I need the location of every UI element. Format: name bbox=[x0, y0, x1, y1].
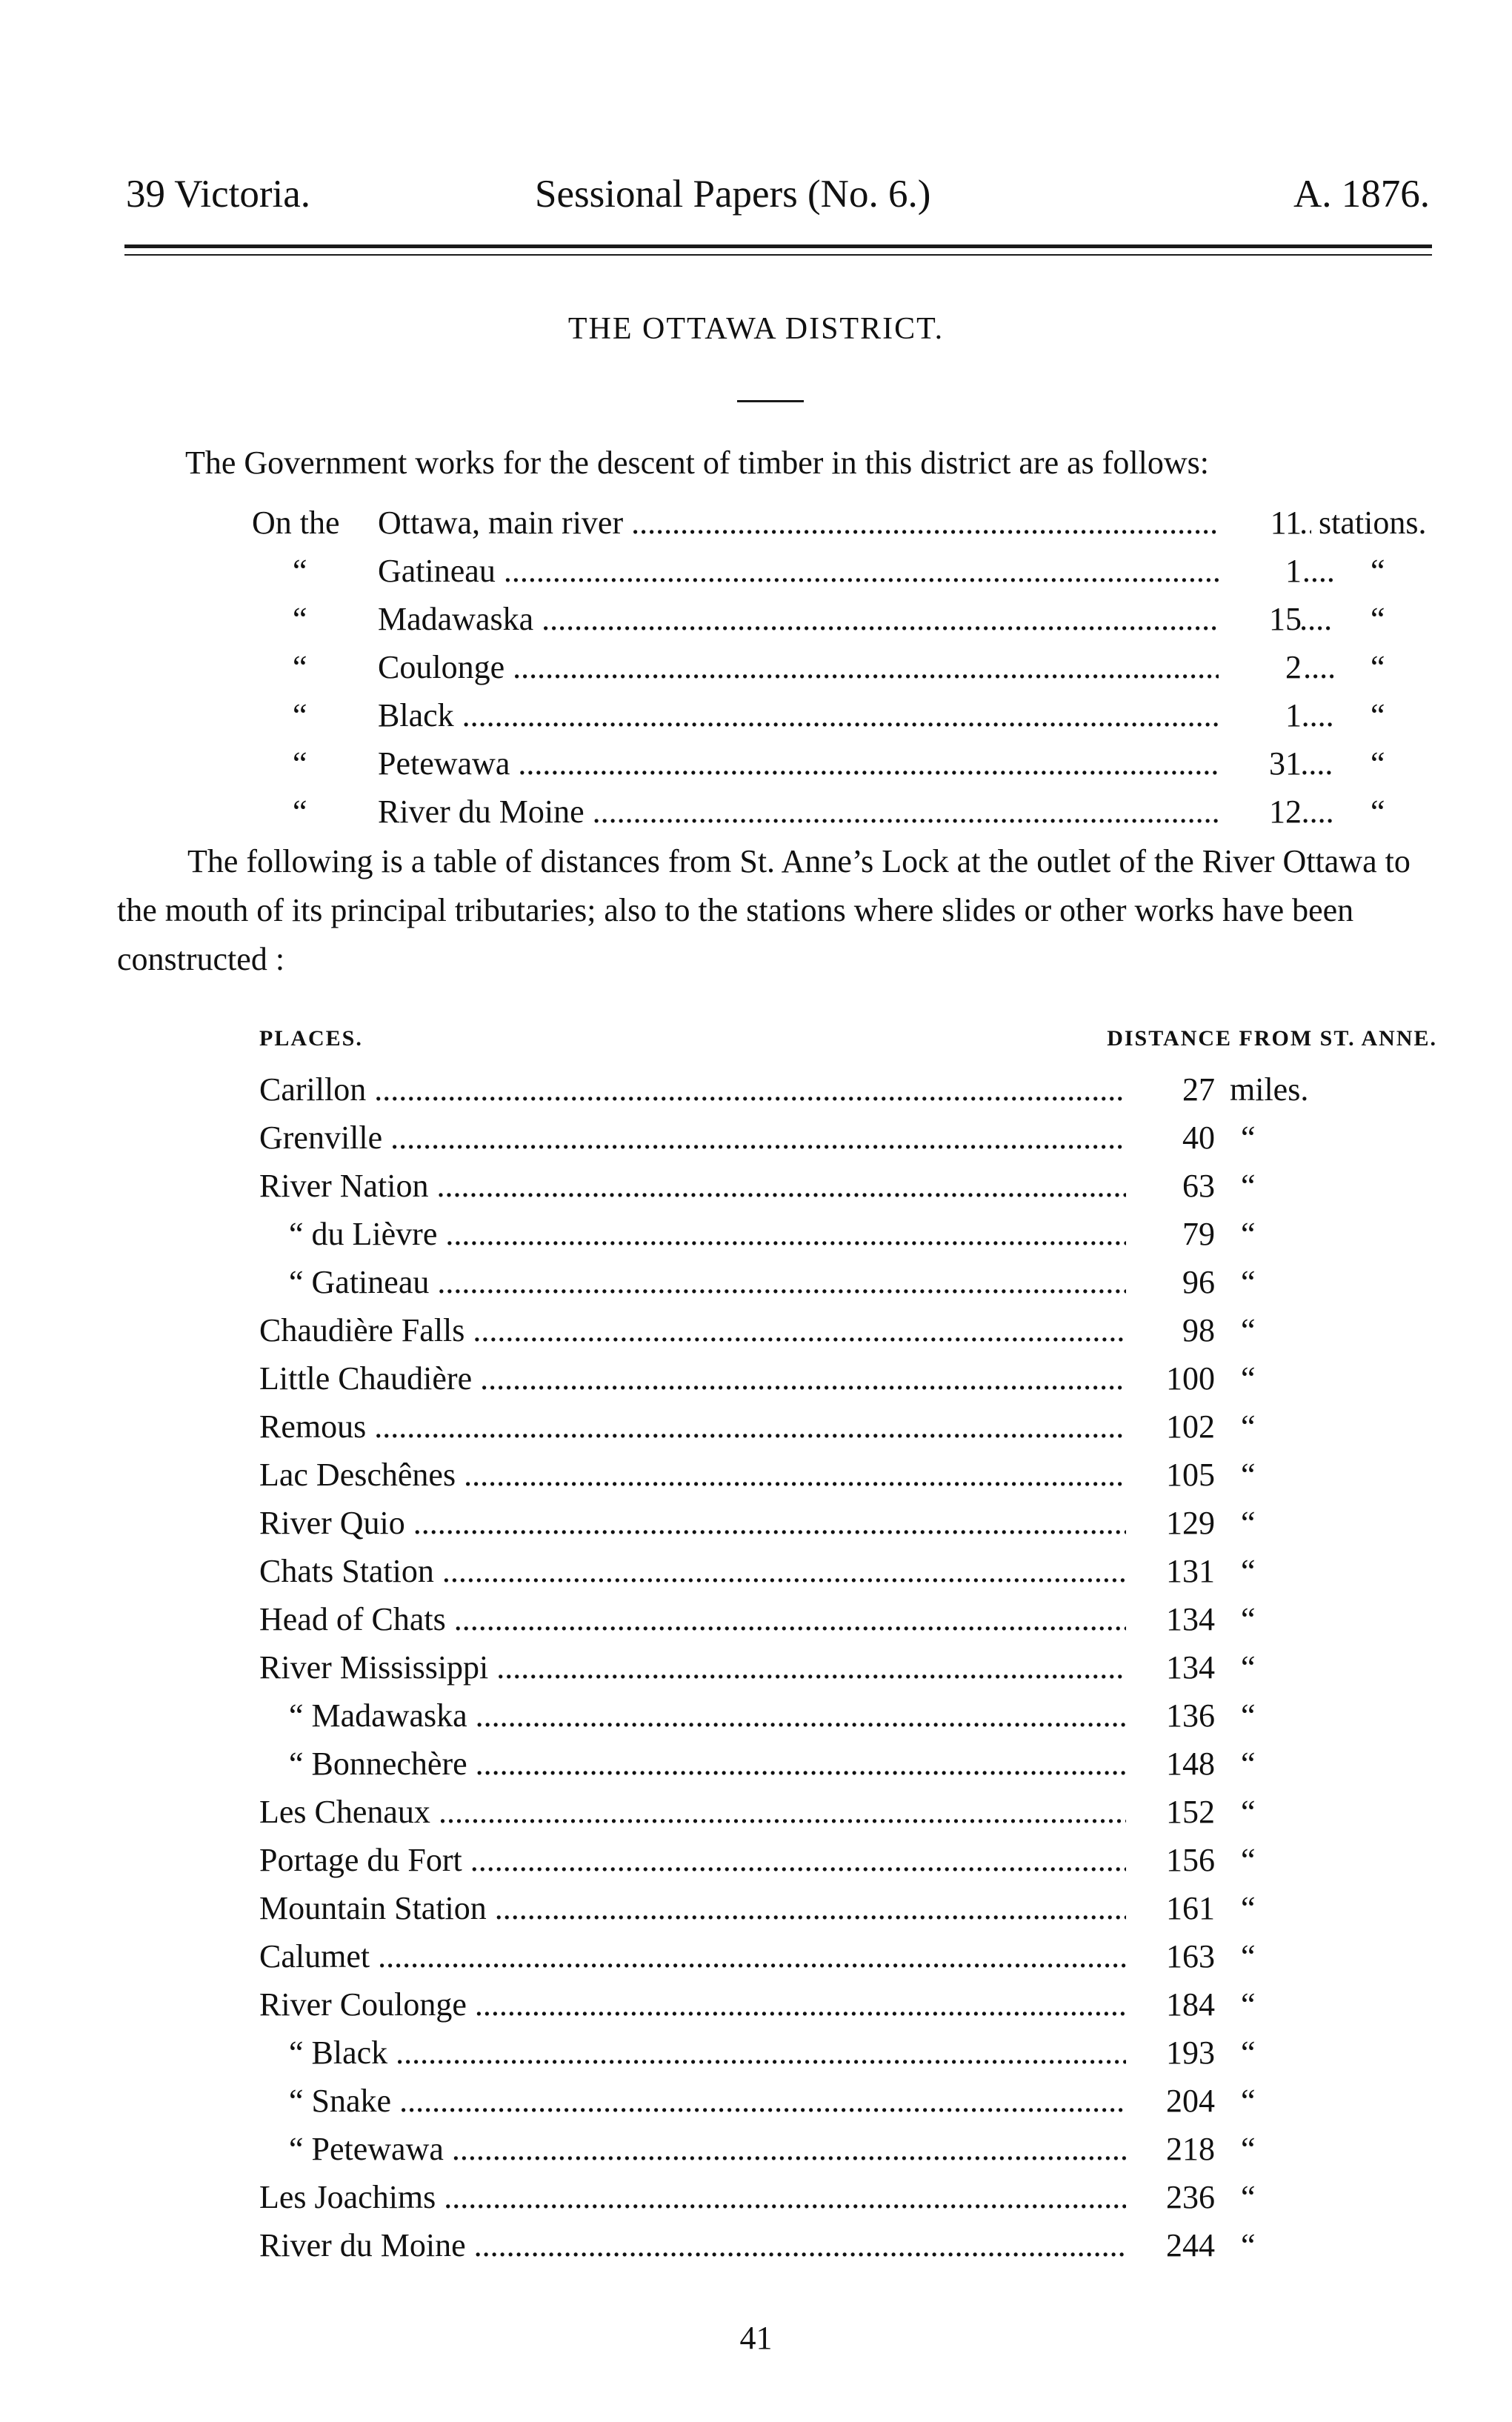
place-name: “ Madawaska ..... bbox=[289, 1697, 1126, 1734]
place-name: Chats Station ..... bbox=[259, 1552, 1126, 1590]
intro-paragraph: The Government works for the descent of timber in this district are as follows: bbox=[185, 445, 1209, 481]
table-row bbox=[259, 2226, 1311, 2275]
work-count: 15 bbox=[1219, 600, 1302, 638]
place-distance: 204 bbox=[1166, 2083, 1215, 2119]
work-count: 2 bbox=[1219, 648, 1302, 686]
place-distance: 96 bbox=[1182, 1264, 1215, 1300]
header-rule-thin bbox=[124, 254, 1432, 256]
table-row bbox=[259, 1456, 1311, 1504]
place-distance: 40 bbox=[1182, 1119, 1215, 1156]
work-river: Coulonge ..... bbox=[378, 648, 1333, 686]
title-rule bbox=[737, 400, 804, 402]
place-distance: 100 bbox=[1166, 1360, 1215, 1397]
work-unit: “ bbox=[1363, 793, 1385, 831]
table-row bbox=[259, 1600, 1311, 1649]
place-distance: 102 bbox=[1166, 1408, 1215, 1445]
place-name: River Quio ..... bbox=[259, 1504, 1126, 1542]
place-name: “ Bonnechère ..... bbox=[289, 1745, 1126, 1783]
place-distance: 236 bbox=[1166, 2179, 1215, 2215]
work-row bbox=[252, 696, 1385, 745]
place-name: Calumet ..... bbox=[259, 1937, 1126, 1975]
distance-unit: “ bbox=[1241, 1553, 1256, 1589]
place-distance: 79 bbox=[1182, 1216, 1215, 1252]
work-row bbox=[252, 552, 1385, 600]
distance-unit: “ bbox=[1241, 1457, 1256, 1493]
place-distance: 218 bbox=[1166, 2131, 1215, 2167]
place-name: Head of Chats ..... bbox=[259, 1600, 1126, 1638]
header-rule-thick bbox=[124, 244, 1432, 248]
place-distance: 184 bbox=[1166, 1986, 1215, 2023]
table-row bbox=[259, 1071, 1311, 1119]
place-distance: 163 bbox=[1166, 1938, 1215, 1974]
distance-unit: “ bbox=[1241, 1408, 1256, 1445]
place-name: Grenville ..... bbox=[259, 1119, 1126, 1157]
distance-unit: “ bbox=[1241, 1794, 1256, 1830]
place-name: River Coulonge ..... bbox=[259, 1986, 1126, 2023]
place-name: River du Moine ..... bbox=[259, 2226, 1126, 2264]
work-river: Black ..... bbox=[378, 696, 1333, 734]
work-river: Madawaska ..... bbox=[378, 600, 1333, 638]
work-prefix: “ bbox=[293, 745, 307, 782]
place-name: Lac Deschênes ..... bbox=[259, 1456, 1126, 1494]
work-count: 1 bbox=[1219, 552, 1302, 590]
work-river: Petewawa ..... bbox=[378, 745, 1333, 782]
distance-unit: “ bbox=[1241, 2083, 1256, 2119]
distance-unit: “ bbox=[1241, 1746, 1256, 1782]
table-row bbox=[259, 1889, 1311, 1937]
header-year: A. 1876. bbox=[1293, 173, 1430, 216]
work-prefix: “ bbox=[293, 794, 307, 830]
place-distance: 134 bbox=[1166, 1601, 1215, 1637]
distance-table bbox=[259, 1071, 1311, 2275]
distance-unit: “ bbox=[1241, 1890, 1256, 1926]
table-row bbox=[259, 2178, 1311, 2226]
work-row bbox=[252, 600, 1385, 648]
work-unit: “ bbox=[1363, 696, 1385, 734]
place-name: Little Chaudière ..... bbox=[259, 1360, 1126, 1397]
distance-unit: “ bbox=[1241, 2035, 1256, 2071]
place-distance: 105 bbox=[1166, 1457, 1215, 1493]
table-row bbox=[259, 1552, 1311, 1600]
work-count: 12 bbox=[1219, 793, 1302, 831]
work-count: 31 bbox=[1219, 745, 1302, 782]
place-name: “ du Lièvre ..... bbox=[289, 1215, 1126, 1253]
work-count: 11 bbox=[1219, 504, 1302, 542]
page-number: 41 bbox=[739, 2320, 773, 2356]
distance-unit: “ bbox=[1241, 1360, 1256, 1397]
place-distance: 193 bbox=[1166, 2035, 1215, 2071]
place-distance: 131 bbox=[1166, 1553, 1215, 1589]
place-distance: 152 bbox=[1166, 1794, 1215, 1830]
work-unit: “ bbox=[1363, 648, 1385, 686]
place-distance: 244 bbox=[1166, 2227, 1215, 2263]
place-name: “ Petewawa ..... bbox=[289, 2130, 1126, 2168]
place-distance: 156 bbox=[1166, 1842, 1215, 1878]
table-row bbox=[259, 1408, 1311, 1456]
table-row bbox=[259, 1745, 1311, 1793]
table-row bbox=[259, 1215, 1311, 1263]
work-unit: “ bbox=[1363, 552, 1385, 590]
running-header bbox=[126, 172, 1430, 224]
distance-unit: “ bbox=[1241, 1649, 1256, 1686]
distance-unit: “ bbox=[1241, 2131, 1256, 2167]
table-row bbox=[259, 2034, 1311, 2082]
place-distance: 136 bbox=[1166, 1697, 1215, 1734]
place-name: River Mississippi ..... bbox=[259, 1649, 1126, 1686]
section-title: THE OTTAWA DISTRICT. bbox=[567, 312, 945, 346]
place-distance: 98 bbox=[1182, 1312, 1215, 1348]
table-row bbox=[259, 1167, 1311, 1215]
work-prefix: “ bbox=[293, 553, 307, 589]
work-prefix: On the bbox=[252, 505, 340, 541]
distance-unit: “ bbox=[1241, 1986, 1256, 2023]
distance-unit: “ bbox=[1241, 2179, 1256, 2215]
place-name: “ Gatineau ..... bbox=[289, 1263, 1126, 1301]
work-river: Gatineau ..... bbox=[378, 552, 1333, 590]
table-row bbox=[259, 2082, 1311, 2130]
header-session: 39 Victoria. bbox=[126, 173, 311, 216]
table-row bbox=[259, 2130, 1311, 2178]
work-count: 1 bbox=[1219, 696, 1302, 734]
distance-unit: “ bbox=[1241, 1938, 1256, 1974]
distance-unit: “ bbox=[1241, 1264, 1256, 1300]
place-name: Mountain Station ..... bbox=[259, 1889, 1126, 1927]
table-row bbox=[259, 1119, 1311, 1167]
distance-unit: “ bbox=[1241, 1505, 1256, 1541]
table-row bbox=[259, 1793, 1311, 1841]
work-unit: “ bbox=[1363, 600, 1385, 638]
work-prefix: “ bbox=[293, 697, 307, 733]
header-series: Sessional Papers (No. 6.) bbox=[535, 173, 931, 216]
place-distance: 63 bbox=[1182, 1168, 1215, 1204]
place-name: Remous ..... bbox=[259, 1408, 1126, 1445]
distance-unit: miles. bbox=[1230, 1071, 1309, 1108]
table-row bbox=[259, 1311, 1311, 1360]
work-row bbox=[252, 504, 1427, 552]
place-name: Portage du Fort ..... bbox=[259, 1841, 1126, 1879]
work-river: River du Moine ..... bbox=[378, 793, 1333, 831]
place-name: “ Snake ..... bbox=[289, 2082, 1126, 2120]
distances-paragraph: The following is a table of distances from St. Anne’s Lock at the outlet of the River Ottawa to the mouth of its principal tributaries; also to the stations where slides or other works have been constructed : bbox=[117, 843, 1411, 977]
distance-unit: “ bbox=[1241, 1216, 1256, 1252]
place-distance: 27 bbox=[1182, 1071, 1215, 1108]
distance-unit: “ bbox=[1241, 2227, 1256, 2263]
work-prefix: “ bbox=[293, 601, 307, 637]
distance-column-header: DISTANCE FROM ST. ANNE. bbox=[1107, 1026, 1437, 1051]
table-row bbox=[259, 1649, 1311, 1697]
distance-unit: “ bbox=[1241, 1119, 1256, 1156]
distance-unit: “ bbox=[1241, 1312, 1256, 1348]
place-distance: 134 bbox=[1166, 1649, 1215, 1686]
distance-unit: “ bbox=[1241, 1601, 1256, 1637]
place-name: Carillon ..... bbox=[259, 1071, 1126, 1108]
work-unit: stations. bbox=[1311, 504, 1426, 542]
table-row bbox=[259, 1841, 1311, 1889]
place-distance: 129 bbox=[1166, 1505, 1215, 1541]
work-row bbox=[252, 793, 1385, 841]
table-row bbox=[259, 1263, 1311, 1311]
distance-unit: “ bbox=[1241, 1168, 1256, 1204]
table-row bbox=[259, 1697, 1311, 1745]
place-name: Les Chenaux ..... bbox=[259, 1793, 1126, 1831]
distance-unit: “ bbox=[1241, 1842, 1256, 1878]
work-river: Ottawa, main river ..... bbox=[378, 504, 1333, 542]
work-row bbox=[252, 648, 1385, 696]
place-distance: 148 bbox=[1166, 1746, 1215, 1782]
work-prefix: “ bbox=[293, 649, 307, 685]
table-row bbox=[259, 1504, 1311, 1552]
place-name: River Nation ..... bbox=[259, 1167, 1126, 1205]
table-row bbox=[259, 1986, 1311, 2034]
place-name: “ Black ..... bbox=[289, 2034, 1126, 2072]
table-row bbox=[259, 1360, 1311, 1408]
place-distance: 161 bbox=[1166, 1890, 1215, 1926]
distance-unit: “ bbox=[1241, 1697, 1256, 1734]
works-list bbox=[252, 504, 1427, 841]
work-unit: “ bbox=[1363, 745, 1385, 782]
place-name: Chaudière Falls ..... bbox=[259, 1311, 1126, 1349]
work-row bbox=[252, 745, 1385, 793]
table-row bbox=[259, 1937, 1311, 1986]
places-column-header: PLACES. bbox=[259, 1026, 363, 1051]
place-name: Les Joachims ..... bbox=[259, 2178, 1126, 2216]
